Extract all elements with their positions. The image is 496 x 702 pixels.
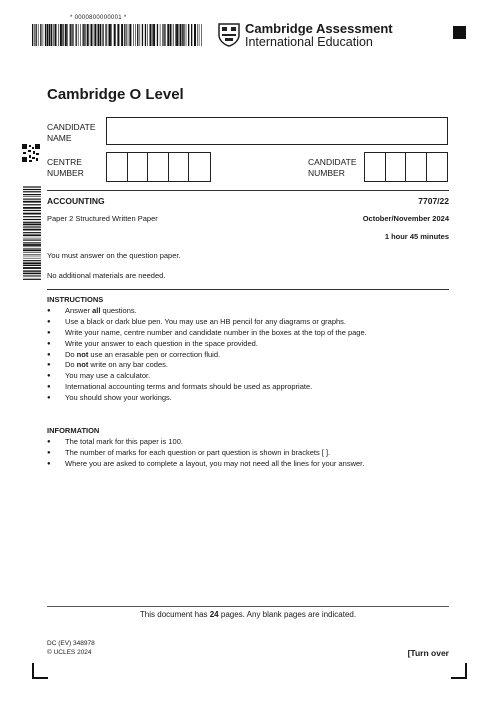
logo-line-2: International Education (245, 34, 373, 49)
page-count: 24 (209, 610, 219, 619)
barcode-number: * 0000800000001 * (70, 15, 127, 21)
shield-crest-icon (218, 23, 240, 47)
centre-digit-box[interactable] (169, 153, 190, 181)
information-list (47, 437, 364, 470)
centre-digit-box[interactable] (107, 153, 128, 181)
instruction-item: ● Answer all questions. (47, 306, 367, 317)
copyright-notice: © UCLES 2024 (47, 649, 92, 656)
instruction-item: ● Write your name, centre number and candidate number in the boxes at the top of the page. (47, 328, 367, 339)
instruction-item: ● Use a black or dark blue pen. You may use an HB pencil for any diagrams or graphs. (47, 317, 367, 328)
candidate-digit-box[interactable] (406, 153, 427, 181)
materials-note: No additional materials are needed. (47, 271, 166, 280)
centre-digit-box[interactable] (189, 153, 210, 181)
instruction-item: ● Do not use an erasable pen or correction fluid. (47, 350, 367, 361)
corner-mark-square (453, 26, 466, 39)
centre-number-label: CENTRE NUMBER (47, 157, 84, 178)
cambridge-logo (218, 22, 393, 49)
centre-number-boxes[interactable] (106, 152, 211, 182)
footer-divider (47, 606, 449, 607)
information-heading: INFORMATION (47, 426, 100, 435)
exam-duration: 1 hour 45 minutes (384, 232, 449, 241)
information-item: ● The number of marks for each question or part question is shown in brackets [ ]. (47, 448, 364, 459)
logo-line-1: Cambridge Assessment (245, 21, 393, 36)
candidate-digit-box[interactable] (386, 153, 407, 181)
document-reference: DC (EV) 348978 (47, 640, 95, 647)
exam-session: October/November 2024 (362, 214, 449, 223)
candidate-name-field[interactable] (106, 117, 448, 145)
candidate-name-label: CANDIDATE NAME (47, 122, 96, 143)
side-barcode-graphic (19, 186, 41, 282)
subject-name: ACCOUNTING (47, 196, 105, 206)
candidate-digit-box[interactable] (365, 153, 386, 181)
page-count-note: This document has 24 pages. Any blank pages are indicated. (139, 610, 357, 619)
barcode-graphic (32, 24, 204, 46)
crop-mark-bottom-left (32, 663, 48, 679)
instruction-item: ● Do not write on any bar codes. (47, 360, 367, 371)
information-item: ● The total mark for this paper is 100. (47, 437, 364, 448)
instruction-item: ● You may use a calculator. (47, 371, 367, 382)
page-title: Cambridge O Level (47, 86, 184, 103)
instruction-item: ● You should show your workings. (47, 393, 367, 404)
qr-code-icon (22, 144, 40, 162)
candidate-number-boxes[interactable] (364, 152, 448, 182)
instructions-heading: INSTRUCTIONS (47, 295, 104, 304)
paper-name: Paper 2 Structured Written Paper (47, 214, 158, 223)
turn-over-label: [Turn over (407, 648, 449, 658)
instructions-list (47, 306, 367, 404)
candidate-number-label: CANDIDATE NUMBER (308, 157, 357, 178)
answer-note: You must answer on the question paper. (47, 251, 181, 260)
instruction-item: ● International accounting terms and formats should be used as appropriate. (47, 382, 367, 393)
crop-mark-bottom-right (451, 663, 467, 679)
candidate-digit-box[interactable] (427, 153, 448, 181)
centre-digit-box[interactable] (148, 153, 169, 181)
divider (47, 190, 449, 191)
divider (47, 289, 449, 290)
syllabus-code: 7707/22 (418, 196, 449, 206)
instruction-item: ● Write your answer to each question in the space provided. (47, 339, 367, 350)
centre-digit-box[interactable] (128, 153, 149, 181)
information-item: ● Where you are asked to complete a layout, you may not need all the lines for your answer. (47, 459, 364, 470)
